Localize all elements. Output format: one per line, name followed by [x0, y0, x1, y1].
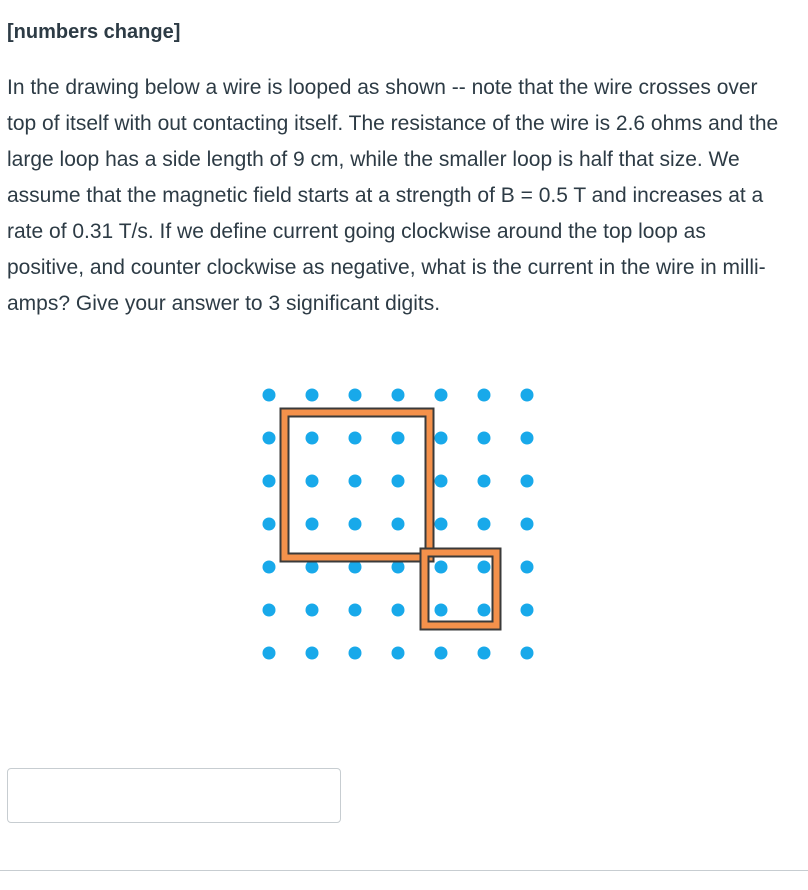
- field-dot: [521, 604, 534, 617]
- question-text: In the drawing below a wire is looped as shown -- note that the wire crosses over top of itself with out contacting itself. The resistance of the wire is 2.6 ohms and the large loop has a side length of 9 cm, while the smaller loop is half that size. We assume that the magnetic field starts at a strength of B = 0.5 T and increases at a rate of 0.31 T/s. If we define current going clockwise around the top loop as positive, and counter clockwise as negative, what is the current in the wire in milli-amps? Give your answer to 3 significant digits.: [7, 76, 779, 315]
- field-dot: [478, 647, 491, 660]
- field-dot: [392, 389, 405, 402]
- field-dot: [521, 389, 534, 402]
- field-dot: [263, 647, 276, 660]
- field-dot: [521, 647, 534, 660]
- field-dot: [521, 518, 534, 531]
- field-dot: [349, 475, 362, 488]
- field-dot: [392, 432, 405, 445]
- field-dot: [263, 604, 276, 617]
- field-dot: [263, 432, 276, 445]
- field-dot: [478, 604, 491, 617]
- field-dot: [392, 518, 405, 531]
- field-dot: [349, 389, 362, 402]
- magnetic-field-wire-diagram: [255, 380, 545, 670]
- field-dot: [478, 561, 491, 574]
- field-dot: [306, 518, 319, 531]
- field-dot: [521, 432, 534, 445]
- field-dot: [521, 561, 534, 574]
- field-dot: [478, 475, 491, 488]
- field-dot: [392, 475, 405, 488]
- field-dot: [349, 604, 362, 617]
- field-dot: [306, 475, 319, 488]
- field-dot: [478, 432, 491, 445]
- field-dot: [263, 475, 276, 488]
- field-dot: [306, 647, 319, 660]
- field-dot: [349, 432, 362, 445]
- field-dot: [435, 475, 448, 488]
- field-dot: [349, 647, 362, 660]
- field-dot: [349, 518, 362, 531]
- field-dot: [435, 389, 448, 402]
- field-dot: [435, 432, 448, 445]
- field-dot: [263, 518, 276, 531]
- wire-loops: [285, 413, 497, 626]
- field-dot: [392, 647, 405, 660]
- field-dot: [478, 389, 491, 402]
- field-dot: [263, 561, 276, 574]
- field-dot: [435, 604, 448, 617]
- field-dot: [435, 561, 448, 574]
- field-dot: [435, 518, 448, 531]
- divider: [0, 870, 808, 871]
- field-dot: [521, 475, 534, 488]
- field-dot: [306, 389, 319, 402]
- question-tag: [numbers change]: [7, 21, 181, 43]
- field-dot: [478, 518, 491, 531]
- field-dot: [306, 432, 319, 445]
- answer-input[interactable]: [7, 768, 341, 823]
- field-dot: [306, 604, 319, 617]
- field-dot: [392, 604, 405, 617]
- field-dot: [263, 389, 276, 402]
- field-dot: [435, 647, 448, 660]
